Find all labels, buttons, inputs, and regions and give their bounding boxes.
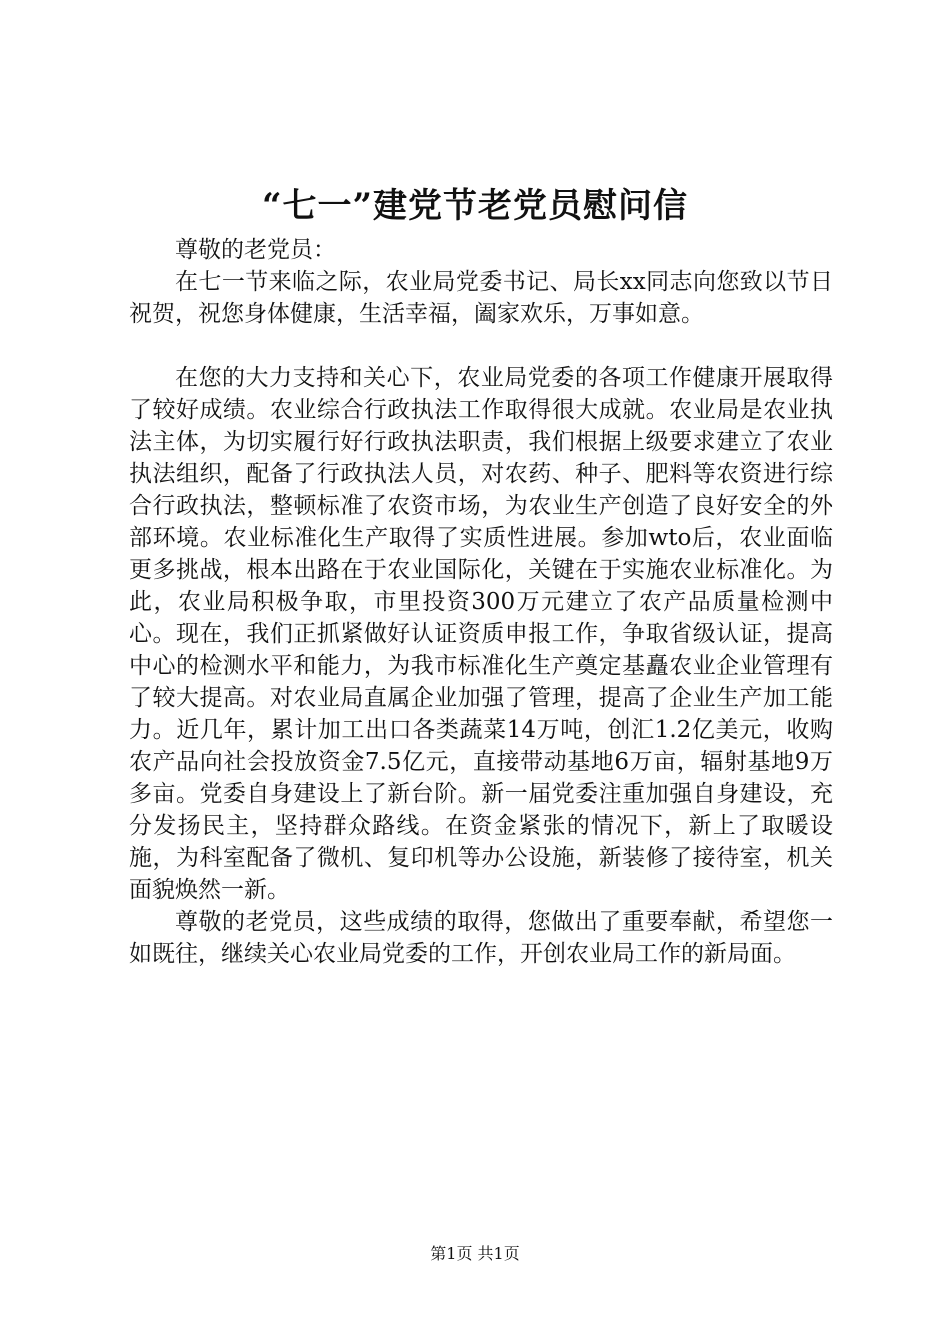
salutation: 尊敬的老党员：	[175, 237, 336, 263]
letter-body	[129, 234, 833, 970]
page-footer: 第1页 共1页	[430, 1244, 520, 1263]
document-title: “七一”建党节老党员慰问信	[261, 186, 689, 226]
paragraph-closing: 尊敬的老党员，这些成绩的取得，您做出了重要奉献，希望您一如既往，继续关心农业局党委的工作，开创农业局工作的新局面。	[129, 909, 833, 967]
paragraph-greeting: 在七一节来临之际，农业局党委书记、局长xx同志向您致以节日祝贺，祝您身体健康，生活幸福，阖家欢乐，万事如意。	[129, 269, 833, 327]
paragraph-achievements: 在您的大力支持和关心下，农业局党委的各项工作健康开展取得了较好成绩。农业综合行政执法工作取得很大成就。农业局是农业执法主体，为切实履行好行政执法职责，我们根据上级要求建立了农业执法组织，配备了行政执法人员，对农药、种子、肥料等农资进行综合行政执法，整顿标准了农资市场，为农业生产创造了良好安全的外部环境。农业标准化生产取得了实质性进展。参加wto后，农业面临更多挑战，根本出路在于农业国际化，关键在于实施农业标准化。为此，农业局积极争取，市里投资300万元建立了农产品质量检测中心。现在，我们正抓紧做好认证资质申报工作，争取省级认证，提高中心的检测水平和能力，为我市标准化生产奠定基矗农业企业管理有了较大提高。对农业局直属企业加强了管理，提高了企业生产加工能力。近几年，累计加工出口各类蔬菜14万吨，创汇1.2亿美元，收购农产品向社会投放资金7.5亿元，直接带动基地6万亩，辐射基地9万多亩。党委自身建设上了新台阶。新一届党委注重加强自身建设，充分发扬民主，坚持群众路线。在资金紧张的情况下，新上了取暖设施，为科室配备了微机、复印机等办公设施，新装修了接待室，机关面貌焕然一新。	[129, 365, 833, 903]
